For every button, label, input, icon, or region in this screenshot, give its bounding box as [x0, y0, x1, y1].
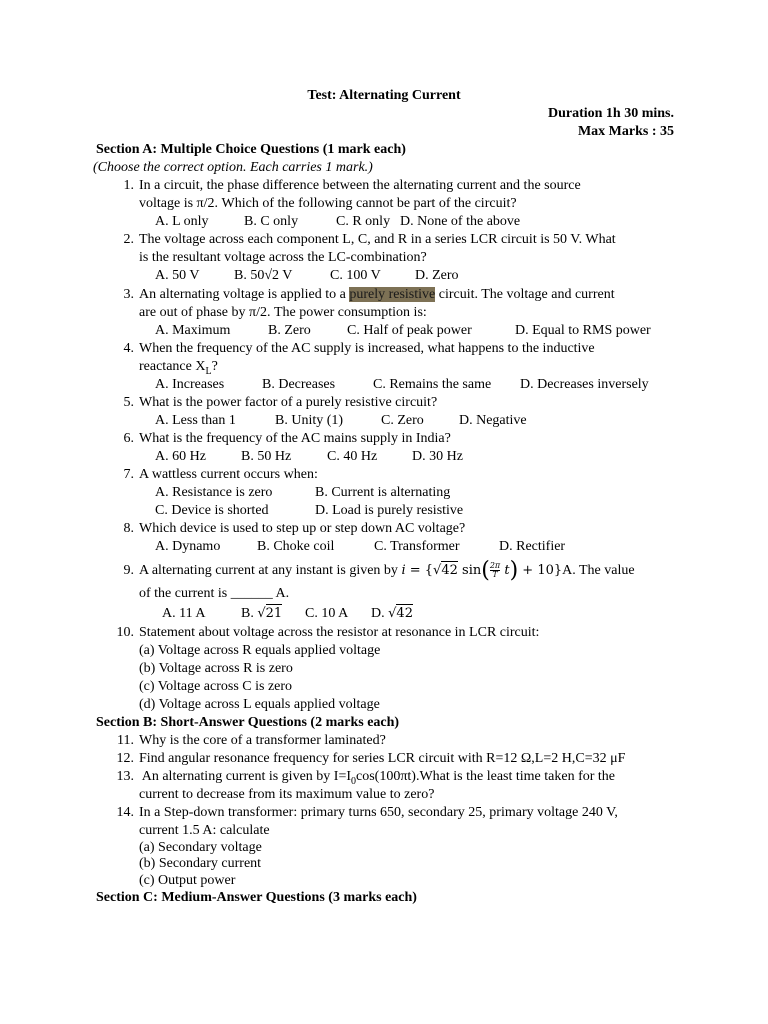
question-number: 4.: [123, 341, 134, 356]
option-c: C. Zero: [381, 413, 424, 428]
option-c: C. Device is shorted: [155, 503, 269, 518]
option-d: D. None of the above: [400, 214, 521, 229]
question-number: 9.: [123, 563, 134, 578]
section-b-heading: Section B: Short-Answer Questions (2 marks each): [96, 715, 400, 730]
option-label: B.: [241, 606, 258, 621]
part-b: (b) Secondary current: [139, 856, 262, 871]
question-14-line-2: current 1.5 A: calculate: [139, 823, 270, 838]
question-10-line-1: [112, 624, 539, 642]
eq-operator: + 10}: [518, 563, 563, 578]
eq-function: sin: [457, 563, 482, 578]
sqrt-sign: √21: [257, 606, 283, 621]
question-text: In a circuit, the phase difference between the alternating current and the source: [139, 178, 581, 193]
question-number: 3.: [123, 287, 134, 302]
option-c: C. Transformer: [374, 539, 460, 554]
question-1-line-1: [112, 177, 581, 195]
question-text: cos(100πt).What is the least time taken for the: [356, 769, 616, 784]
option-a: A. Increases: [155, 377, 225, 392]
question-text: What is the frequency of the AC mains supply in India?: [139, 431, 451, 446]
question-11-line-1: [112, 732, 386, 750]
option-d: D. Negative: [459, 413, 527, 428]
eq-variable: t: [504, 563, 510, 578]
question-text: A. The value: [562, 563, 635, 578]
question-12-line-1: [112, 750, 625, 768]
left-paren: (: [481, 558, 490, 583]
test-title: Test: Alternating Current: [307, 88, 461, 103]
question-5-line-1: [112, 394, 437, 412]
question-number: 10.: [116, 625, 134, 640]
option-a: A. Less than 1: [155, 413, 236, 428]
question-number: 12.: [116, 751, 134, 766]
option-d: D. Rectifier: [499, 539, 566, 554]
radicand: 42: [396, 606, 413, 621]
question-number: 6.: [123, 431, 134, 446]
question-text: A wattless current occurs when:: [139, 467, 318, 482]
question-13-line-2: current to decrease from its maximum value to zero?: [139, 787, 435, 802]
option-d: D. Decreases inversely: [520, 377, 649, 392]
option-a: A. 50 V: [155, 268, 200, 283]
part-c: (c) Output power: [139, 873, 236, 888]
option-a: A. 11 A: [162, 606, 206, 621]
section-a-instruction: (Choose the correct option. Each carries 1 mark.): [93, 160, 373, 175]
question-text: An alternating current is given by I=I: [139, 769, 352, 784]
option-a: A. Maximum: [155, 323, 231, 338]
option-a: A. Dynamo: [155, 539, 221, 554]
fraction-denominator: T: [492, 570, 498, 579]
duration-text: Duration 1h 30 mins.: [547, 106, 674, 121]
question-text: When the frequency of the AC supply is increased, what happens to the inductive: [139, 341, 595, 356]
option-b: B. Unity (1): [275, 413, 344, 428]
option-c: C. 10 A: [305, 606, 349, 621]
question-number: 11.: [117, 733, 134, 748]
option-b: B. Zero: [268, 323, 311, 338]
option-d: D. Load is purely resistive: [315, 503, 464, 518]
question-number: 7.: [123, 467, 134, 482]
option-c: C. 40 Hz: [327, 449, 378, 464]
option-a: A. Resistance is zero: [155, 485, 273, 500]
max-marks-text: Max Marks : 35: [577, 124, 674, 139]
question-4-line-1: [112, 340, 595, 358]
option-d: (d) Voltage across L equals applied voltage: [139, 697, 380, 712]
question-number: 1.: [123, 178, 134, 193]
question-number: 14.: [116, 805, 134, 820]
question-text: reactance X: [139, 359, 206, 374]
option-c: C. R only: [336, 214, 391, 229]
option-b: B. Decreases: [262, 377, 336, 392]
subscript: L: [205, 365, 212, 377]
option-label: D.: [371, 606, 389, 621]
option-d: D. Equal to RMS power: [515, 323, 651, 338]
option-b: B. Choke coil: [257, 539, 335, 554]
right-paren: ): [509, 558, 519, 583]
option-c: C. 100 V: [330, 268, 381, 283]
part-a: (a) Secondary voltage: [139, 840, 262, 855]
equation: [401, 558, 563, 583]
fraction: [490, 562, 500, 579]
option-b: B. 50 Hz: [241, 449, 292, 464]
option-b: B. Current is alternating: [315, 485, 451, 500]
radicand: 21: [265, 606, 283, 621]
question-text: A alternating current at any instant is given by: [139, 563, 402, 578]
question-number: 2.: [123, 232, 134, 247]
question-number: 8.: [123, 521, 134, 536]
question-6-line-1: [112, 430, 451, 448]
question-text: An alternating voltage is applied to a: [139, 287, 350, 302]
question-1-line-2: voltage is π/2. Which of the following cannot be part of the circuit?: [139, 196, 517, 211]
question-number: 5.: [123, 395, 134, 410]
option-d: D. 30 Hz: [412, 449, 463, 464]
question-3-line-1: [112, 286, 615, 304]
question-text: In a Step-down transformer: primary turns 650, secondary 25, primary voltage 240 V,: [139, 805, 618, 820]
question-text: ?: [211, 359, 218, 374]
question-text: Statement about voltage across the resistor at resonance in LCR circuit:: [139, 625, 540, 640]
question-text: What is the power factor of a purely resistive circuit?: [139, 395, 438, 410]
radicand: 42: [441, 563, 458, 578]
option-a: A. L only: [155, 214, 209, 229]
question-text: The voltage across each component L, C, and R in a series LCR circuit is 50 V. What: [139, 232, 616, 247]
option-b: (b) Voltage across R is zero: [139, 661, 293, 676]
option-d: [371, 605, 413, 623]
question-text: circuit. The voltage and current: [435, 287, 615, 302]
option-b: B. 50√2 V: [234, 268, 293, 283]
section-c-heading: Section C: Medium-Answer Questions (3 marks each): [96, 890, 417, 905]
option-a: (a) Voltage across R equals applied voltage: [139, 643, 381, 658]
sqrt-sign: √42: [388, 606, 413, 621]
subscript: 0: [351, 775, 357, 787]
question-text: Find angular resonance frequency for series LCR circuit with R=12 Ω,L=2 H,C=32 μF: [139, 751, 626, 766]
question-text: Which device is used to step up or step down AC voltage?: [139, 521, 466, 536]
eq-variable: i: [401, 563, 406, 578]
question-7-line-1: [112, 466, 318, 484]
question-2-line-2: is the resultant voltage across the LC-combination?: [139, 250, 427, 265]
option-c: C. Half of peak power: [347, 323, 472, 338]
option-c: C. Remains the same: [373, 377, 492, 392]
question-3-line-2: are out of phase by π/2. The power consumption is:: [139, 305, 427, 320]
question-9-line-1: [112, 558, 635, 583]
section-a-heading: Section A: Multiple Choice Questions (1 mark each): [96, 142, 406, 157]
question-14-line-1: [112, 804, 618, 822]
option-d: D. Zero: [415, 268, 459, 283]
question-text: Why is the core of a transformer laminated?: [139, 733, 386, 748]
option-a: A. 60 Hz: [155, 449, 206, 464]
sqrt-sign: √: [433, 563, 442, 578]
question-number: 13.: [116, 769, 134, 784]
eq-operator: = {: [405, 563, 434, 578]
option-b: B. C only: [244, 214, 299, 229]
highlighted-text: purely resistive: [349, 287, 436, 302]
option-b: [241, 605, 282, 623]
fraction-numerator: 2π: [489, 561, 501, 570]
question-2-line-1: [112, 231, 616, 249]
question-9-line-2: of the current is ______ A.: [139, 586, 290, 601]
option-c: (c) Voltage across C is zero: [139, 679, 293, 694]
question-8-line-1: [112, 520, 465, 538]
